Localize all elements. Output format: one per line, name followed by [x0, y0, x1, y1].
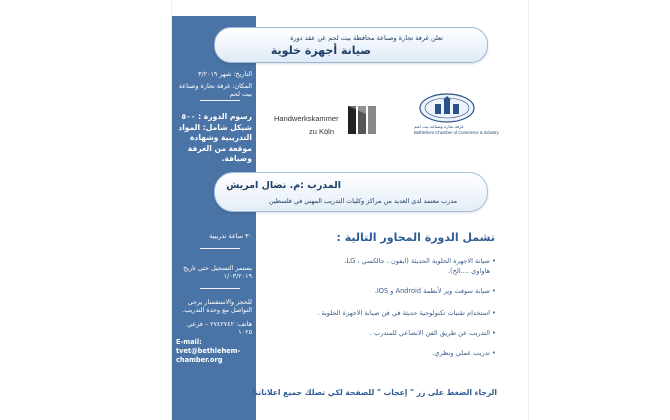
- divider: [200, 100, 240, 101]
- chamber-seal-icon: [418, 92, 476, 124]
- course-fees: رسوم الدورة : ٥٠٠ شيكل شامل: المواد التدريبية وشهادة موقعة من الغرفة وضيافة.: [178, 112, 252, 163]
- course-title: صيانة أجهزة خلوية: [270, 44, 371, 57]
- banner-announcement-text: تعلن غرفة تجارة وصناعة محافظة بيت لحم عن عقد دورة: [290, 34, 443, 42]
- course-hours: ٣٠ ساعة تدريبية: [209, 232, 252, 240]
- trainer-name: المدرب :م. نضال امريش: [226, 180, 341, 191]
- course-date: التاريخ: شهر ٣/٢٠١٩: [198, 70, 252, 78]
- hwk-logo-icon: [346, 104, 380, 136]
- bullet-icon: •: [492, 287, 496, 295]
- course-place: المكان: غرفة تجارة وصناعة بيت لحم: [178, 82, 252, 98]
- list-item: •صيانة سوفت وير لأنظمة Android و IOS.: [248, 286, 498, 296]
- phone-number: هاتف: ٢٧٤٢٧٤٢ – فرعي ١٠٢٥: [187, 320, 252, 336]
- list-item: •صيانة الاجهزة الخلوية الحديثة (ايفون ، جالكسي ، LG،: [248, 256, 498, 266]
- registration-deadline: يستمر التسجيل حتى تاريخ ١/٠٣/٢٠١٩: [183, 264, 252, 280]
- trainer-description: مدرب معتمد لدى العديد من مراكز وكليات التدريب المهني في فلسطين: [268, 197, 457, 205]
- divider: [200, 288, 240, 289]
- hwk-logo-line2: zu Köln: [309, 127, 335, 136]
- trainer-banner: [214, 172, 488, 212]
- list-item: •استخدام تقنيات تكنولوجية حديثة في فن صيانة الاجهزة الخلوية .: [248, 308, 498, 318]
- list-item: هاواوي ....الخ).: [447, 267, 490, 275]
- list-item: •تدريب عملي ونظري.: [248, 348, 498, 358]
- bullet-icon: •: [492, 329, 496, 337]
- bullet-icon: •: [492, 349, 496, 357]
- hwk-logo-line1: Handwerkskammer: [274, 114, 339, 123]
- divider: [200, 248, 240, 249]
- email-address[interactable]: E-mail: tvet@bethlehem-chamber.org: [176, 338, 241, 364]
- like-page-note: الرجاء الضغط على زر " إعجاب " للصفحة لكي تصلك جميع اعلاناتنا: [252, 388, 497, 397]
- list-item: •التدريب عن طريق الفن الانصاعي للمتدرب .: [248, 328, 498, 338]
- topics-heading: تشمل الدورة المحاور التالية :: [336, 231, 495, 244]
- chamber-name-ar: غرفة تجارة وصناعة بيت لحم: [414, 124, 464, 129]
- info-sidebar: [172, 16, 256, 420]
- chamber-name-en: Bethlehem Chamber of Commerce & Industry: [414, 130, 499, 135]
- bullet-icon: •: [492, 257, 496, 265]
- announcement-banner: [214, 27, 488, 63]
- contact-note: للحجز والاستفسار يرجى التواصل مع وحدة التدريب.: [182, 298, 252, 314]
- bullet-icon: •: [492, 309, 496, 317]
